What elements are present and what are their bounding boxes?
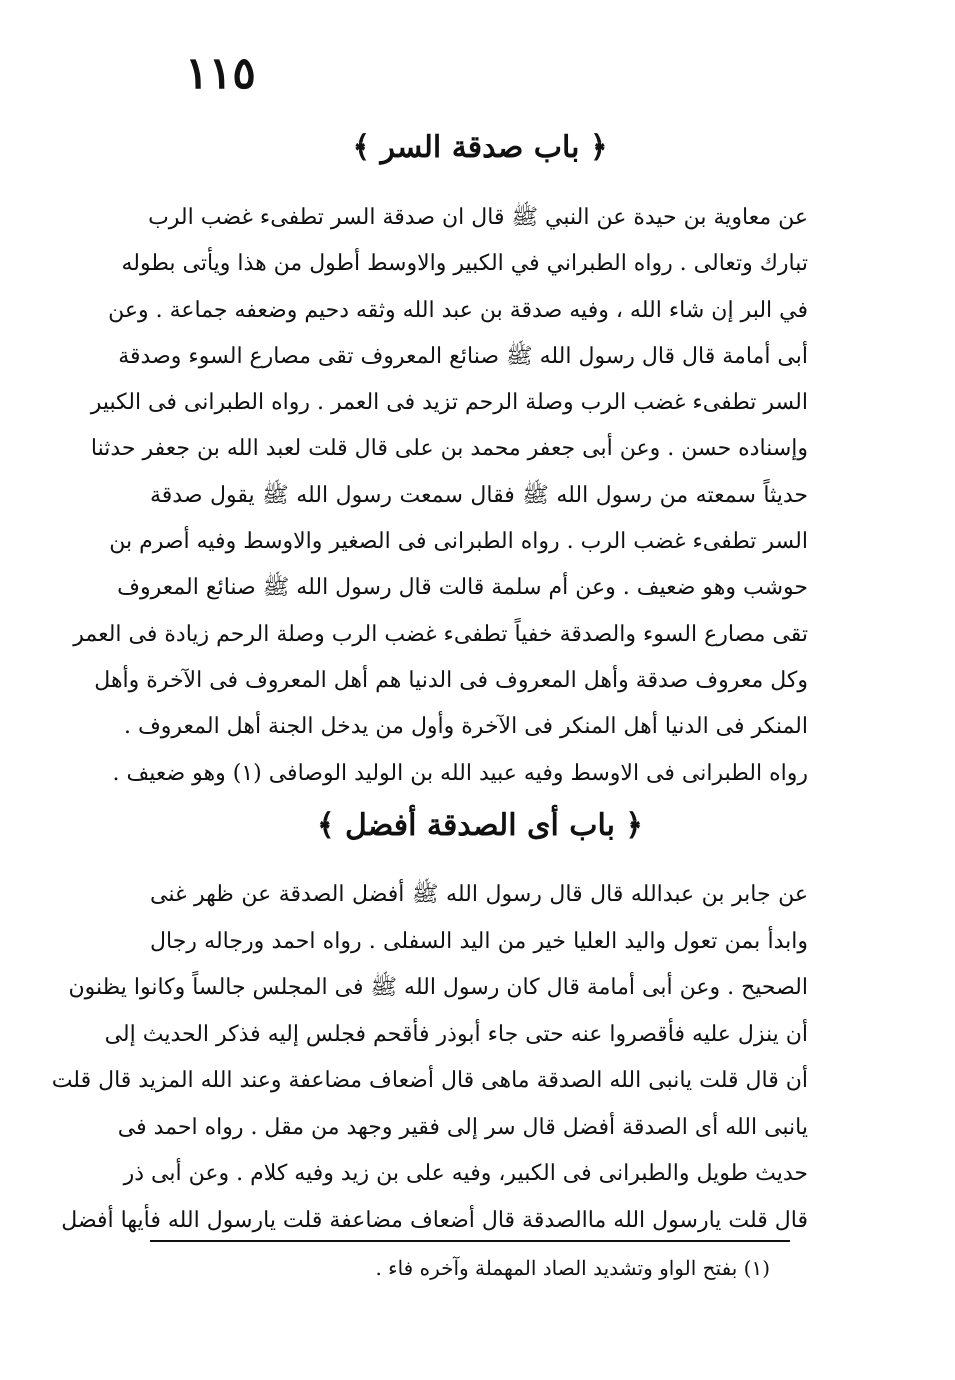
text-line: وابدأ بمن تعول واليد العليا خير من اليد السفلى . رواه احمد ورجاله رجال <box>150 928 808 954</box>
text-line: حديثاً سمعته من رسول الله ﷺ فقال سمعت رسول الله ﷺ يقول صدقة <box>150 482 808 508</box>
text-line: السر تطفىء غضب الرب . رواه الطبرانى فى الصغير والاوسط وفيه أصرم بن <box>109 529 808 555</box>
section-heading-best-charity: ﴿ باب أى الصدقة أفضل ﴾ <box>316 808 643 843</box>
section-heading-secret-charity: ﴿ باب صدقة السر ﴾ <box>352 130 608 165</box>
text-line: يانبى الله أى الصدقة أفضل قال سر إلى فقير وجهد من مقل . رواه احمد فى <box>117 1114 808 1140</box>
text-line: تقى مصارع السوء والصدقة خفياً تطفىء غضب الرب وصلة الرحم زيادة فى العمر <box>73 621 808 647</box>
text-line: حوشب وهو ضعيف . وعن أم سلمة قالت قال رسول الله ﷺ صنائع المعروف <box>117 575 808 601</box>
text-line: في البر إن شاء الله ، وفيه صدقة بن عبد الله وثقه دحيم وضعفه جماعة . وعن <box>108 297 808 323</box>
footnote: (١) بفتح الواو وتشديد الصاد المهملة وآخره فاء . <box>375 1256 770 1280</box>
text-line: أن قال قلت يانبى الله الصدقة ماهى قال أضعاف مضاعفة وعند الله المزيد قال قلت <box>51 1068 808 1093</box>
text-line: وإسناده حسن . وعن أبى جعفر محمد بن على قال قلت لعبد الله بن جعفر حدثنا <box>90 436 808 462</box>
text-line: تبارك وتعالى . رواه الطبراني في الكبير والاوسط أطول من هذا ويأتى بطوله <box>121 251 808 277</box>
section-body-secret-charity <box>73 195 808 797</box>
text-line: حديث طويل والطبرانى فى الكبير، وفيه على بن زيد وفيه كلام . وعن أبى ذر <box>123 1161 808 1186</box>
text-line: عن جابر بن عبدالله قال قال رسول الله ﷺ أفضل الصدقة عن ظهر غنى <box>150 882 808 907</box>
text-line: قال قلت يارسول الله ماالصدقة قال أضعاف مضاعفة قلت يارسول الله فأيها أفضل <box>61 1207 808 1233</box>
text-line: الصحيح . وعن أبى أمامة قال كان رسول الله ﷺ فى المجلس جالساً وكانوا يظنون <box>68 975 808 1000</box>
text-line: عن معاوية بن حيدة عن النبي ﷺ قال ان صدقة السر تطفىء غضب الرب <box>148 205 808 230</box>
section-body-best-charity <box>51 872 808 1244</box>
text-line: رواه الطبرانى فى الاوسط وفيه عبيد الله بن الوليد الوصافى (١) وهو ضعيف . <box>112 760 808 786</box>
text-line: أن ينزل عليه فأقصروا عنه حتى جاء أبوذر فأقحم فجلس إليه فذكر الحديث إلى <box>104 1021 808 1047</box>
page-number: ١١٥ <box>185 48 256 99</box>
text-line: المنكر فى الدنيا أهل المنكر فى الآخرة وأول من يدخل الجنة أهل المعروف . <box>123 714 808 740</box>
text-line: السر تطفىء غضب الرب وصلة الرحم تزيد فى العمر . رواه الطبرانى فى الكبير <box>90 390 808 416</box>
text-line: أبى أمامة قال قال رسول الله ﷺ صنائع المعروف تقى مصارع السوء وصدقة <box>118 343 808 369</box>
footnote-divider <box>150 1240 790 1242</box>
text-line: وكل معروف صدقة وأهل المعروف فى الدنيا هم أهل المعروف فى الآخرة وأهل <box>94 667 808 693</box>
